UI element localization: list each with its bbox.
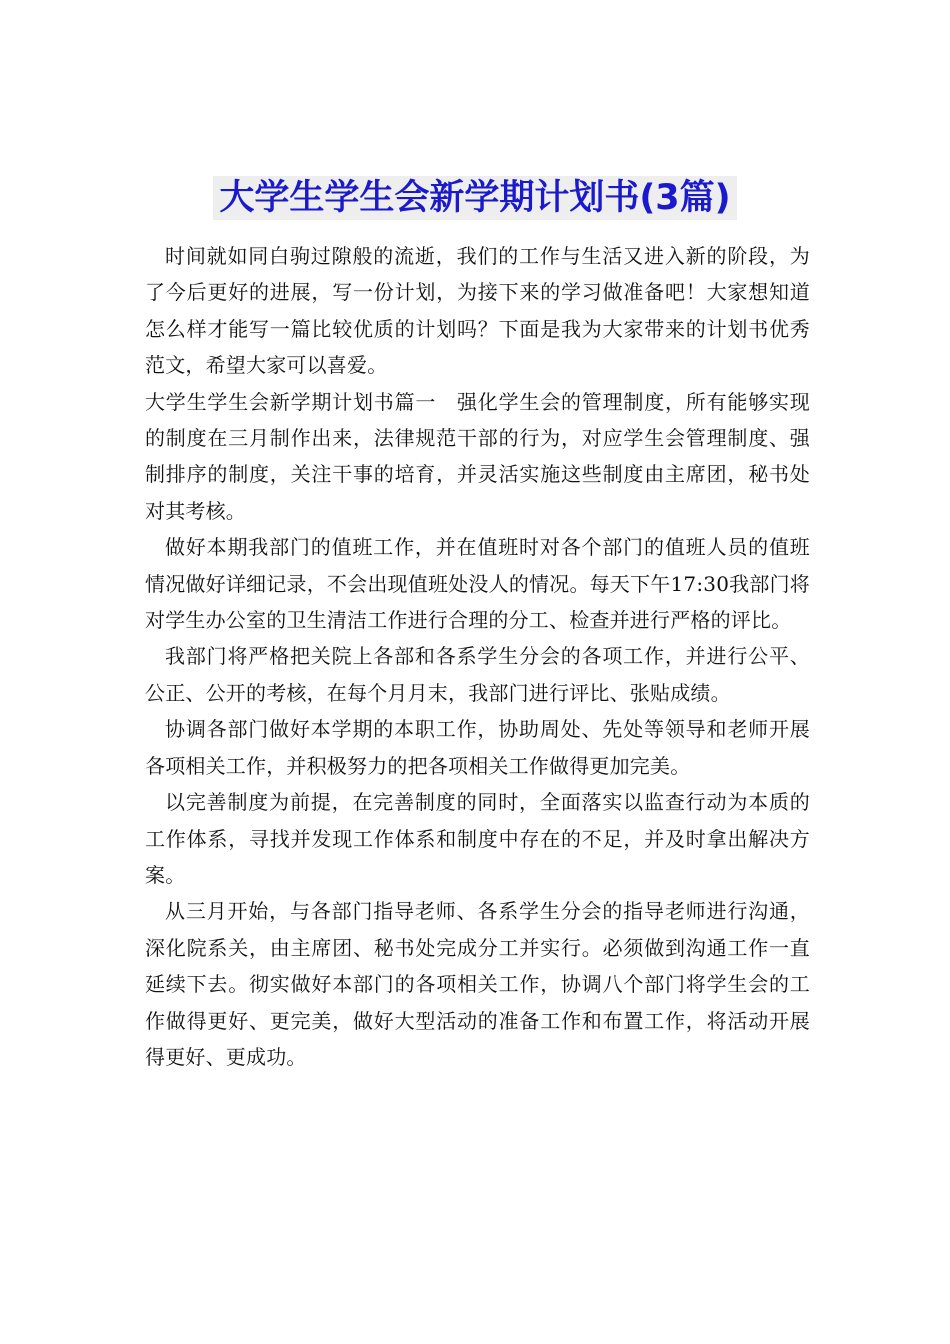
title-container (0, 176, 950, 220)
paragraph-coordination: 协调各部门做好本学期的本职工作，协助周处、先处等领导和老师开展各项相关工作，并积极努力的把各项相关工作做得更加完美。 (145, 717, 810, 778)
paragraph-assessment: 我部门将严格把关院上各部和各系学生分会的各项工作，并进行公平、公正、公开的考核，在每个月月末，我部门进行评比、张贴成绩。 (145, 644, 810, 705)
paragraph-intro: 时间就如同白驹过隙般的流逝，我们的工作与生活又进入新的阶段，为了今后更好的进展，写一份计划，为接下来的学习做准备吧！大家想知道怎么样才能写一篇比较优质的计划吗？下面是我为大家带来的计划书优秀范文，希望大家可以喜爱。 (145, 244, 810, 378)
document-title: 大学生学生会新学期计划书(3篇) (213, 176, 736, 220)
paragraph-system-improvement: 以完善制度为前提，在完善制度的同时，全面落实以监查行动为本质的工作体系，寻找并发现工作体系和制度中存在的不足，并及时拿出解决方案。 (145, 790, 810, 887)
document-body (145, 238, 810, 1075)
paragraph-duty-work: 做好本期我部门的值班工作，并在值班时对各个部门的值班人员的值班情况做好详细记录，不会出现值班处没人的情况。每天下午17:30我部门将对学生办公室的卫生清洁工作进行合理的分工、检查并进行严格的评比。 (145, 535, 810, 633)
paragraph-section-one: 大学生学生会新学期计划书篇一 强化学生会的管理制度，所有能够实现的制度在三月制作出来，法律规范干部的行为，对应学生会管理制度、强制排序的制度，关注干事的培育，并灵活实施这些制度由主席团，秘书处对其考核。 (145, 389, 810, 523)
paragraph-communication: 从三月开始，与各部门指导老师、各系学生分会的指导老师进行沟通，深化院系关，由主席团、秘书处完成分工并实行。必须做到沟通工作一直延续下去。彻实做好本部门的各项相关工作，协调八个部门将学生会的工作做得更好、更完美，做好大型活动的准备工作和布置工作，将活动开展得更好、更成功。 (145, 899, 810, 1069)
